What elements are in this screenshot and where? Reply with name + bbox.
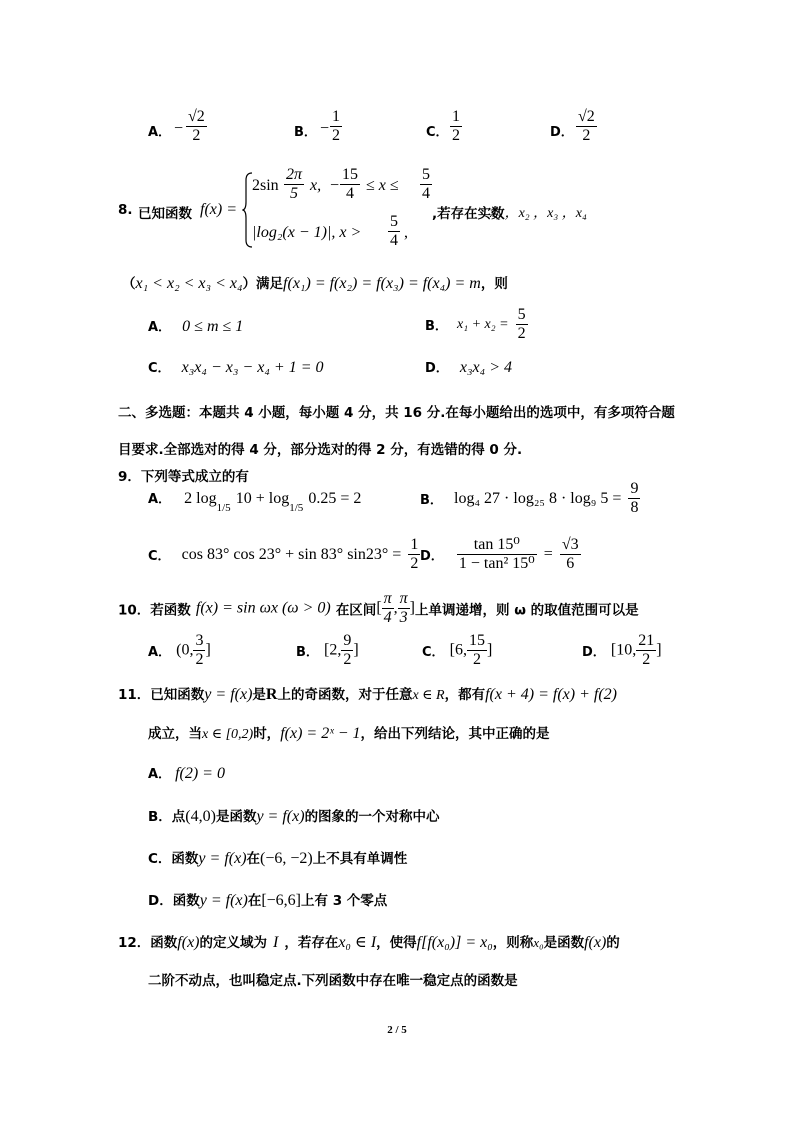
q7-option-b-label: B．	[294, 125, 317, 140]
q8-stem	[118, 166, 618, 250]
q8-after-text: ,若存在实数	[432, 206, 505, 222]
q8-case1-cond-sign: −	[330, 177, 340, 194]
q10-option-b: B． [2, $\frac{9}{2}$ ]	[296, 632, 359, 668]
q11-option-d: D．函数y = f(x)在[−6,6]上有 3 个零点	[148, 892, 388, 909]
q9-a-base-1: 1/5	[216, 502, 231, 514]
q8-case1-cond-mid: ≤ x ≤	[366, 177, 399, 194]
page-number: 2 / 5	[387, 1024, 407, 1036]
q9-option-d-fraction: $\frac{\text{tan 15⁰}}{\text{1 − tan² 15⁰}}$	[458, 536, 535, 572]
q9-a-base-2: 1/5	[289, 502, 304, 514]
q8-option-b-fraction: $\frac{5}{2}$	[517, 306, 526, 342]
q10-func: f(x) = sin ωx (ω > 0)	[195, 599, 331, 617]
q10-option-a-fraction: $\frac{3}{2}$	[195, 632, 204, 668]
q8-option-d: D． x₃x₄ > 4	[425, 359, 513, 376]
q8-case2-tail: ,	[404, 224, 408, 241]
q8-option-a: A． 0 ≤ m ≤ 1	[148, 318, 244, 335]
q10-option-d-fraction: $\frac{21}{2}$	[638, 632, 655, 668]
section2-line2: 目要求.全部选对的得 4 分，部分选对的得 2 分，有选错的得 0 分.	[118, 442, 523, 458]
q7-option-a-label: A．	[148, 125, 172, 140]
q8-case2-fraction: $\frac{5}{4}$	[390, 213, 398, 249]
q11-option-a: A． f(2) = 0	[148, 765, 225, 782]
q7-option-b-sign: −	[320, 120, 330, 137]
q7-option-a-fraction: $\frac{√2}{2}$	[188, 108, 205, 144]
q11-option-c: C．函数y = f(x)在(−6, −2)上不具有单调性	[148, 850, 408, 867]
q9-option-b: B． log₄ 27 · log₂₅ 8 · log₉ 5 = $\frac{9}{8}$	[420, 480, 639, 516]
q8-vars: x₁ ，x₂ ，x₃ ，x₄	[490, 206, 587, 221]
q9-option-c: C． cos 83° cos 23° + sin 83° sin23° = $\frac{1}{2}$	[148, 536, 419, 572]
q8-case1-cond-fraction-1: $\frac{15}{4}$	[342, 166, 358, 202]
q9-option-d-result-fraction: $\frac{√3}{6}$	[561, 536, 579, 572]
q11-option-b: B．点(4,0)是函数y = f(x)的图象的一个对称中心	[148, 808, 440, 825]
q8-number: 8.	[118, 202, 133, 218]
q7-options	[148, 108, 668, 154]
q8-case1-tail: x,	[310, 177, 322, 194]
q11-line2: 成立，当x ∈ [0,2)时，f(x) = 2ˣ − 1，给出下列结论，其中正确的是	[148, 725, 550, 742]
q8-option-b: B． x₁ + x₂ = $\frac{5}{2}$	[425, 306, 526, 342]
q7-option-c-fraction: $\frac{1}{2}$	[452, 108, 460, 144]
q10-interval-fraction-2: $\frac{\pi}{3}$	[399, 590, 408, 626]
q9-option-b-fraction: $\frac{9}{8}$	[630, 480, 639, 516]
q8-case1: 2sin	[252, 177, 279, 194]
q11-line1: 11．已知函数y = f(x)是R上的奇函数，对于任意x ∈ R，都有f(x + 4) = f(x) + f(2)	[118, 686, 618, 703]
q9-option-a: A． 2 $\log_{1/5} 10 + \log_{1/5} 0.25 = 2$	[148, 490, 362, 514]
q8-order: x₁ < x₂ < x₃ < x₄	[135, 275, 243, 292]
q9-option-d: D． $\frac{\text{tan 15⁰}}{\text{1 − tan² 15⁰}}$ = $\frac{√3}{6}$	[420, 536, 579, 572]
q10-option-a: A． (0, $\frac{3}{2}$ ]	[148, 632, 211, 668]
q10-option-c-fraction: $\frac{15}{2}$	[468, 632, 485, 668]
q7-option-c-label: C．	[426, 125, 449, 140]
q8-case2: |log₂(x − 1)|, x >	[252, 224, 362, 241]
q8-case1-cond-fraction-2: $\frac{5}{4}$	[422, 166, 430, 202]
q9-stem: 9．下列等式成立的有	[118, 469, 249, 485]
q10-stem: 10．若函数 f(x) = sin ωx (ω > 0) 在区间[ $\frac{\pi}{4}$ , $\frac{\pi}{3}$ ]上单调递增，则 ω 的取值范围可以是	[118, 590, 639, 626]
q9-option-c-fraction: $\frac{1}{2}$	[410, 536, 419, 572]
q7-option-d-label: D．	[550, 125, 574, 140]
q12-line2: 二阶不动点，也叫稳定点.下列函数中存在唯一稳定点的函数是	[148, 973, 518, 989]
q8-option-c: C． x₃x₄ − x₃ − x₄ + 1 = 0	[148, 359, 324, 376]
q8-equality: f(x₁) = f(x₂) = f(x₃) = f(x₄) = m	[283, 275, 481, 292]
q8-stem-text: 已知函数	[138, 206, 192, 222]
q10-interval-fraction-1: $\frac{\pi}{4}$	[383, 590, 392, 626]
q7-option-d-fraction: $\frac{√2}{2}$	[578, 108, 595, 144]
q10-option-b-fraction: $\frac{9}{2}$	[343, 632, 352, 668]
q10-options	[148, 632, 668, 672]
q12-line1: 12．函数f(x)的定义域为 I ，若存在x₀ ∈ I，使得f[f(x₀)] = x₀，则称x₀是函数f(x)的	[118, 934, 620, 951]
q7-option-b-fraction: $\frac{1}{2}$	[332, 108, 340, 144]
q8-fx: f(x) =	[200, 201, 237, 218]
q7-option-a-sign: −	[174, 120, 184, 137]
q10-option-d: D． [10, $\frac{21}{2}$ ]	[582, 632, 662, 668]
section2-line1: 二、多选题：本题共 4 小题，每小题 4 分，共 16 分.在每小题给出的选项中，有多项符合题	[118, 405, 675, 421]
q10-option-c: C． [6, $\frac{15}{2}$ ]	[422, 632, 493, 668]
q8-line2: （x₁ < x₂ < x₃ < x₄）满足f(x₁) = f(x₂) = f(x₃) = f(x₄) = m，则	[122, 275, 508, 292]
q8-case1-fraction: $\frac{2\pi}{5}$	[286, 166, 303, 202]
